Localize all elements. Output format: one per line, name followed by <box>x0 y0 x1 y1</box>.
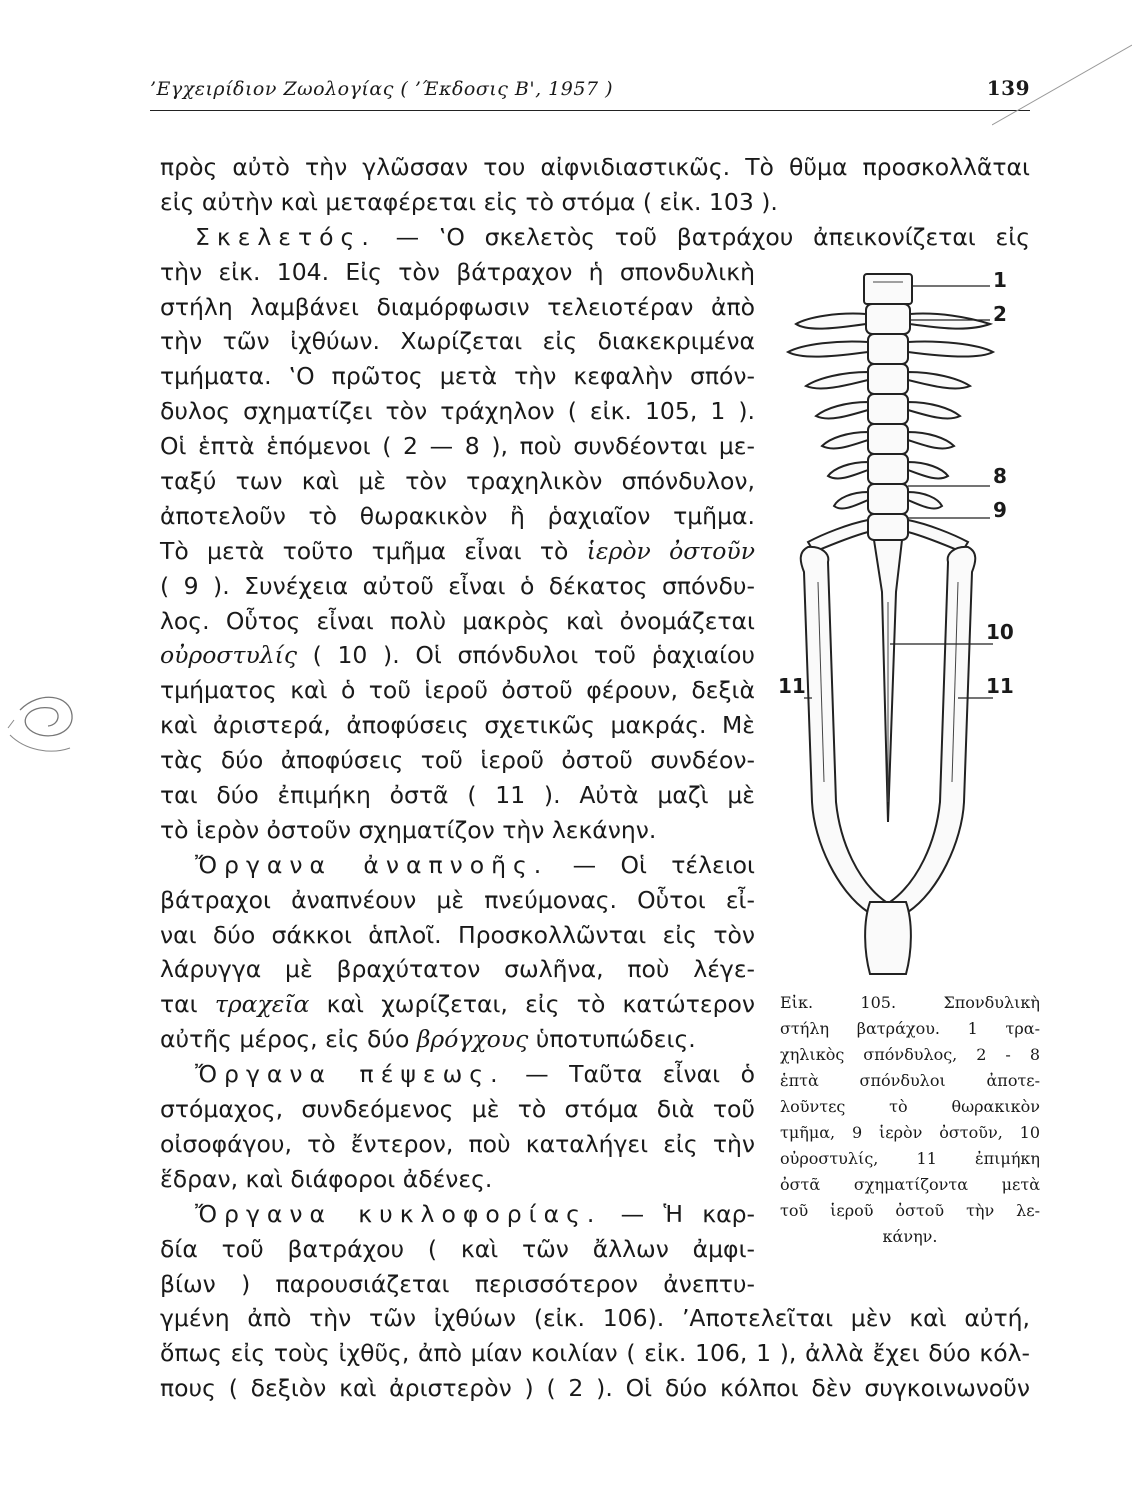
text-span: Τὸ μετὰ τοῦτο τμῆμα εἶναι τὸ <box>160 536 587 565</box>
caption-line: ὀστᾶ σχηματίζοντα μετὰ <box>780 1175 1040 1194</box>
caption-line: λοῦντες τὸ θωρακικὸν <box>780 1097 1040 1116</box>
text-line: ὅπως εἰς τοὺς ἰχθῦς, ἀπὸ μίαν κοιλίαν ( εἰκ. 106, 1 ), ἀλλὰ ἔχει δύο κόλ- <box>160 1339 1030 1368</box>
text-line: τὸ ἱερὸν ὀστοῦν σχηματίζον τὴν λεκάνην. <box>160 815 657 844</box>
figure-label-11-left: 11 <box>778 674 806 698</box>
section-heading-respiration: Ὄργανα ἀναπνοῆς. <box>195 850 549 879</box>
text-line: γμένη ἀπὸ τὴν τῶν ἰχθύων (εἰκ. 106). ’Αποτελεῖται μὲν καὶ αὐτή, <box>160 1304 1030 1333</box>
margin-pencil-scribble <box>0 680 90 770</box>
text-span: ὑποτυπώδεις. <box>528 1025 696 1054</box>
text-line: λάρυγγα μὲ βραχύτατον σωλῆνα, ποὺ λέγε- <box>160 955 755 984</box>
text-line: πους ( δεξιὸν καὶ ἀριστερὸν ) ( 2 ). Οἱ δύο κόλποι δὲν συγκοινωνοῦν <box>160 1374 1030 1403</box>
caption-line: οὐροστυλίς, 11 ἐπιμήκη <box>780 1149 1040 1168</box>
text-line: πρὸς αὐτὸ τὴν γλῶσσαν του αἰφνιδιαστικῶς. Τὸ θῦμα προσκολλᾶται <box>160 153 1030 181</box>
text-span: αὐτῆς μέρος, εἰς δύο <box>160 1025 417 1054</box>
text-line: ἀποτελοῦν τὸ θωρακικὸν ἢ ῥαχιαῖον τμῆμα. <box>160 501 755 530</box>
text-line: τμήματος καὶ ὁ τοῦ ἱεροῦ ὀστοῦ φέρουν, δεξιὰ <box>160 676 755 705</box>
text-line: ταξύ των καὶ μὲ τὸν τραχηλικὸν σπόνδυλον, <box>160 467 755 496</box>
text-line <box>160 534 755 569</box>
section-heading-skeleton: Σκελετός. <box>195 222 376 251</box>
text-line: τμήματα. ‛Ο πρῶτος μετὰ τὴν κεφαλὴν σπόν- <box>160 362 755 391</box>
running-header <box>150 70 1030 111</box>
text-span: — Ταῦτα εἶναι ὁ <box>525 1060 755 1089</box>
text-line: Οἱ ἑπτὰ ἑπόμενοι ( 2 — 8 ), ποὺ συνδέονται με- <box>160 432 755 461</box>
text-line: τὴν τῶν ἰχθύων. Χωρίζεται εἰς διακεκριμένα <box>160 327 755 356</box>
section-respiration-first-line <box>160 848 755 883</box>
term-urostyle: οὐροστυλίς <box>160 641 297 670</box>
text-line <box>160 638 755 673</box>
term-bronchi: βρόγχους <box>416 1025 529 1054</box>
text-line: στήλη λαμβάνει διαμόρφωσιν τελειοτέραν ἀπὸ <box>160 292 755 321</box>
page-edge-mark <box>992 0 1132 140</box>
section-circulation-first-line <box>160 1197 755 1232</box>
text-line: στόμαχος, συνδεόμενος μὲ τὸ στόμα διὰ τοῦ <box>160 1095 755 1124</box>
text-line: λος. Οὗτος εἶναι πολὺ μακρὸς καὶ ὀνομάζεται <box>160 606 755 635</box>
text-span: — ‛Ο σκελετὸς τοῦ βατράχου ἀπεικονίζεται εἰς <box>395 222 1030 251</box>
figure-label-11-right: 11 <box>986 674 1014 698</box>
figure-label-10: 10 <box>986 620 1014 644</box>
section-heading-circulation: Ὄργανα κυκλοφορίας. <box>195 1199 602 1228</box>
text-span: — Οἱ τέλειοι <box>572 850 755 879</box>
text-span: — Ἡ καρ- <box>620 1199 755 1228</box>
text-line: δία τοῦ βατράχου ( καὶ τῶν ἄλλων ἀμφι- <box>160 1234 755 1263</box>
caption-line: κάνην. <box>882 1227 938 1246</box>
text-line <box>160 987 755 1022</box>
caption-line: στήλη βατράχου. 1 τρα- <box>780 1019 1040 1038</box>
section-skeleton-first-line <box>160 220 1030 255</box>
figure-label-8: 8 <box>993 464 1007 488</box>
caption-line: τμῆμα, 9 ἱερὸν ὀστοῦν, 10 <box>780 1123 1040 1142</box>
text-line: βάτραχοι ἀναπνέουν μὲ πνεύμονας. Οὗτοι εἶ- <box>160 885 755 914</box>
text-span: ( 10 ). Οἱ σπόνδυλοι τοῦ ῥαχιαίου <box>297 641 755 670</box>
caption-line: τοῦ ἱεροῦ ὀστοῦ τὴν λε- <box>780 1201 1040 1220</box>
caption-line: χηλικὸς σπόνδυλος, 2 - 8 <box>780 1045 1040 1064</box>
figure-label-9: 9 <box>993 498 1007 522</box>
caption-line: Εἰκ. 105. Σπονδυλικὴ <box>780 993 1040 1012</box>
text-line: ναι δύο σάκκοι ἁπλοῖ. Προσκολλῶνται εἰς τὸν <box>160 920 755 949</box>
text-line: οἰσοφάγου, τὸ ἔντερον, ποὺ καταλήγει εἰς τὴν <box>160 1129 755 1158</box>
text-line: ἕδραν, καὶ διάφοροι ἀδένες. <box>160 1164 493 1193</box>
text-line: εἰς αὐτὴν καὶ μεταφέρεται εἰς τὸ στόμα ( εἰκ. 103 ). <box>160 187 778 216</box>
text-line: βίων ) παρουσιάζεται περισσότερον ἀνεπτυ- <box>160 1269 755 1298</box>
text-line: δυλος σχηματίζει τὸν τράχηλον ( εἰκ. 105, 1 ). <box>160 397 755 426</box>
term-ieron-ostoun: ἱερὸν ὀστοῦν <box>586 536 755 565</box>
text-span: καὶ χωρίζεται, εἰς τὸ κατώτερον <box>309 990 755 1019</box>
text-line: ται δύο ἐπιμήκη ὀστᾶ ( 11 ). Αὐτὰ μαζὶ μὲ <box>160 781 755 810</box>
text-span: ται <box>160 990 215 1019</box>
text-line: τὴν εἰκ. 104. Εἰς τὸν βάτραχον ἡ σπονδυλικὴ <box>160 257 755 286</box>
text-line: τὰς δύο ἀποφύσεις τοῦ ἱεροῦ ὀστοῦ συνδέον- <box>160 746 755 775</box>
figure-label-2: 2 <box>993 302 1007 326</box>
figure-label-1: 1 <box>993 268 1007 292</box>
figure-frog-vertebral-column <box>778 262 1048 1002</box>
text-line: ( 9 ). Συνέχεια αὐτοῦ εἶναι ὁ δέκατος σπόνδυ- <box>160 571 755 600</box>
section-heading-digestion: Ὄργανα πέψεως. <box>195 1060 505 1089</box>
page-number: 139 <box>986 76 1030 100</box>
caption-line: ἑπτὰ σπόνδυλοι ἀποτε- <box>780 1071 1040 1090</box>
book-title: ’Εγχειρίδιον Ζωολογίας ( ’Έκδοσις Β', 1957 ) <box>150 78 613 100</box>
text-line: καὶ ἀριστερά, ἀποφύσεις σχετικῶς μακράς. Μὲ <box>160 711 755 740</box>
figure-caption <box>780 990 1040 1250</box>
term-trachea: τραχεῖα <box>214 990 310 1019</box>
section-digestion-first-line <box>160 1057 755 1092</box>
